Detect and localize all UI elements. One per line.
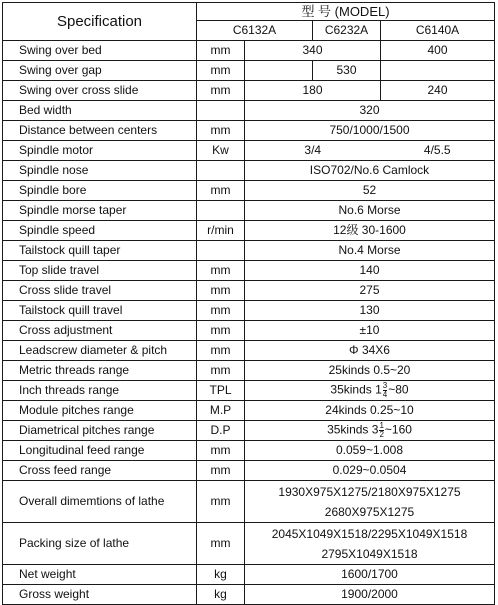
row-label: Distance between centers [3,121,197,141]
row-label: Gross weight [3,585,197,605]
row-label: Overall dimemtions of lathe [3,481,197,523]
table-row [3,401,495,421]
row-unit: mm [197,441,245,461]
value-part: ~160 [384,422,412,437]
row-unit: kg [197,585,245,605]
row-unit: mm [197,341,245,361]
table-row [3,221,495,241]
row-unit: M.P [197,401,245,421]
row-value [245,523,495,565]
table-row [3,441,495,461]
row-value: 320 [245,101,495,121]
row-value-empty [245,61,313,81]
specification-sheet [2,2,494,600]
table-row [3,361,495,381]
row-value: 3/4 [245,141,381,161]
row-label: Spindle bore [3,181,197,201]
value-line: 1930X975X1275/2180X975X1275 [278,484,461,499]
row-value: 0.059~1.008 [245,441,495,461]
row-value: 25kinds 0.5~20 [245,361,495,381]
table-row [3,101,495,121]
row-unit: mm [197,41,245,61]
row-label: Leadscrew diameter & pitch [3,341,197,361]
row-value: 530 [313,61,381,81]
value-line: 2680X975X1275 [324,504,415,519]
value-part: 35kinds 3 [327,422,379,437]
fraction [379,422,383,439]
row-unit: mm [197,261,245,281]
fraction-denominator: 2 [379,430,384,439]
table-row [3,241,495,261]
row-unit: r/min [197,221,245,241]
row-label: Tailstock quill taper [3,241,197,261]
row-unit: mm [197,61,245,81]
row-value: 1900/2000 [245,585,495,605]
row-value: 4/5.5 [381,141,495,161]
row-value [245,381,495,401]
row-unit: mm [197,281,245,301]
row-label: Longitudinal feed range [3,441,197,461]
row-value: 750/1000/1500 [245,121,495,141]
model-c6132a: C6132A [197,21,313,41]
row-label: Cross adjustment [3,321,197,341]
row-label: Swing over cross slide [3,81,197,101]
row-label: Tailstock quill travel [3,301,197,321]
row-value: Φ 34X6 [245,341,495,361]
row-value: No.6 Morse [245,201,495,221]
row-unit: mm [197,81,245,101]
row-unit: mm [197,181,245,201]
row-label: Spindle nose [3,161,197,181]
row-label: Bed width [3,101,197,121]
row-label: Packing size of lathe [3,523,197,565]
table-row [3,565,495,585]
row-unit: mm [197,301,245,321]
value-line: 2795X1049X1518 [321,546,418,561]
specification-table [2,2,495,605]
table-row [3,121,495,141]
row-value: 400 [381,41,495,61]
row-value: 180 [245,81,381,101]
row-value [245,481,495,523]
model-c6232a: C6232A [313,21,381,41]
row-unit: mm [197,523,245,565]
row-value: No.4 Morse [245,241,495,261]
row-unit: mm [197,361,245,381]
row-label: Module pitches range [3,401,197,421]
row-value: 12级 30-1600 [245,221,495,241]
row-value: ±10 [245,321,495,341]
table-row [3,281,495,301]
row-value: ISO702/No.6 Camlock [245,161,495,181]
specification-header: Specification [3,3,197,41]
row-unit: mm [197,461,245,481]
fraction-denominator: 4 [382,390,388,399]
fraction-numerator: 1 [379,421,384,430]
row-label: Spindle morse taper [3,201,197,221]
row-label: Cross slide travel [3,281,197,301]
row-label: Cross feed range [3,461,197,481]
row-unit: mm [197,481,245,523]
row-label: Swing over bed [3,41,197,61]
row-value: 130 [245,301,495,321]
row-label: Diametrical pitches range [3,421,197,441]
row-value-empty [381,61,495,81]
row-value [245,421,495,441]
value-line: 2045X1049X1518/2295X1049X1518 [271,526,468,541]
row-unit: TPL [197,381,245,401]
row-unit: kg [197,565,245,585]
table-row [3,41,495,61]
table-row [3,61,495,81]
table-row [3,461,495,481]
row-value: 52 [245,181,495,201]
row-unit [197,241,245,261]
row-unit [197,101,245,121]
row-value: 1600/1700 [245,565,495,585]
row-value: 340 [245,41,381,61]
row-unit [197,161,245,181]
table-row [3,321,495,341]
value-part: ~80 [388,382,409,397]
table-row [3,421,495,441]
row-value: 140 [245,261,495,281]
table-row [3,81,495,101]
row-unit [197,201,245,221]
row-value: 24kinds 0.25~10 [245,401,495,421]
table-row [3,381,495,401]
row-label: Swing over gap [3,61,197,81]
model-header: 型 号 (MODEL) [197,3,495,21]
row-label: Inch threads range [3,381,197,401]
table-row [3,261,495,281]
table-row [3,301,495,321]
table-row [3,161,495,181]
fraction [383,382,387,399]
row-unit: Kw [197,141,245,161]
value-part: 35kinds 1 [330,382,382,397]
table-row [3,523,495,565]
row-value: 275 [245,281,495,301]
table-row [3,341,495,361]
row-value: 240 [381,81,495,101]
table-row [3,201,495,221]
table-row [3,181,495,201]
row-unit: mm [197,121,245,141]
row-label: Spindle speed [3,221,197,241]
row-label: Top slide travel [3,261,197,281]
table-row [3,481,495,523]
model-c6140a: C6140A [381,21,495,41]
row-unit: D.P [197,421,245,441]
row-label: Metric threads range [3,361,197,381]
fraction-numerator: 3 [382,381,388,390]
row-label: Net weight [3,565,197,585]
row-label: Spindle motor [3,141,197,161]
row-unit: mm [197,321,245,341]
row-value: 0.029~0.0504 [245,461,495,481]
table-row [3,141,495,161]
